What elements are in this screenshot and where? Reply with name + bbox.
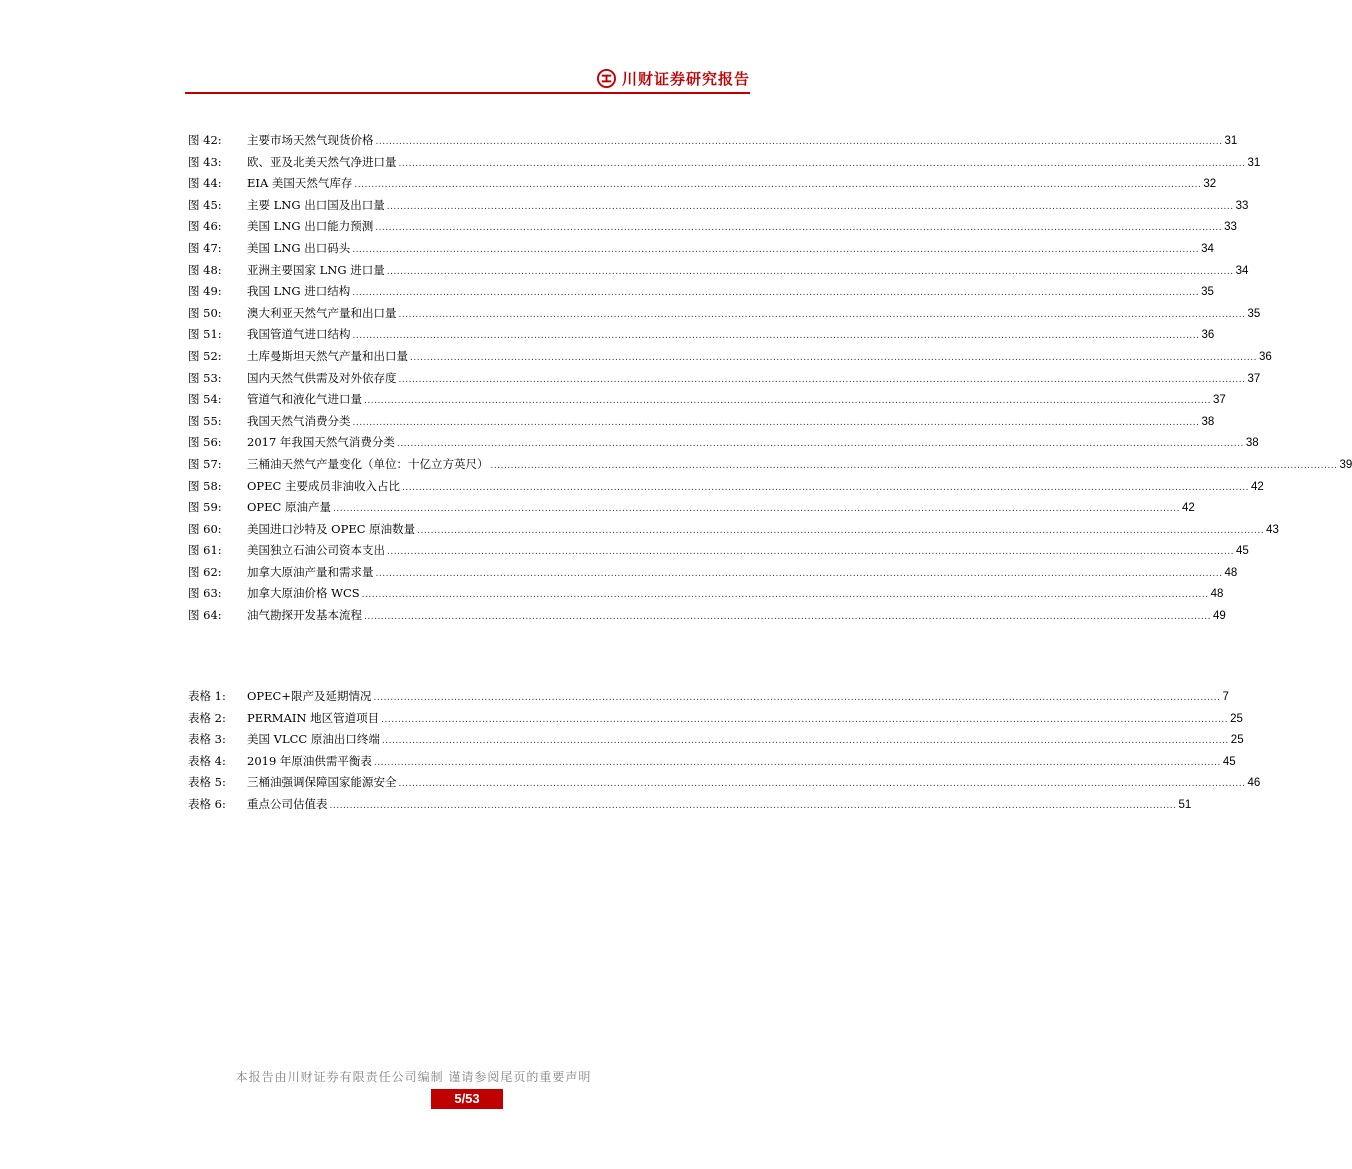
entry-title: 我国天然气消费分类 xyxy=(247,413,351,428)
dot-leader xyxy=(354,175,1201,197)
entry-page-number: 48 xyxy=(1224,566,1238,579)
dot-leader xyxy=(399,154,1246,176)
entry-label: 图 63: xyxy=(188,586,222,601)
entry-page-number: 25 xyxy=(1230,712,1243,725)
footer-disclaimer: 本报告由川财证券有限责任公司编制 谨请参阅尾页的重要声明 xyxy=(235,1070,592,1084)
entry-title: OPEC 主要成员非油收入占比 xyxy=(247,478,401,493)
toc-figure-entry[interactable] xyxy=(188,130,1238,152)
entry-label: 图 51: xyxy=(188,327,222,342)
entry-page-number: 25 xyxy=(1230,734,1244,747)
entry-page-number: 39 xyxy=(1339,458,1352,471)
entry-title: 三桶油强调保障国家能源安全 xyxy=(247,775,397,790)
entry-label: 图 46: xyxy=(188,219,222,234)
dot-leader xyxy=(352,240,1199,262)
entry-page-number: 51 xyxy=(1178,798,1192,811)
entry-page-number: 34 xyxy=(1235,264,1249,277)
brand-name: 川财证券研究报告 xyxy=(621,70,750,88)
entry-title: 重点公司估值表 xyxy=(247,796,328,811)
dot-leader xyxy=(387,262,1234,284)
entry-title: 2019 年原油供需平衡表 xyxy=(247,753,372,768)
entry-title: 油气勘探开发基本流程 xyxy=(247,608,362,623)
dot-leader xyxy=(333,499,1180,521)
toc-table-entry[interactable] xyxy=(188,772,1261,794)
entry-label: 图 59: xyxy=(188,500,222,515)
dot-leader xyxy=(387,542,1234,564)
dot-leader xyxy=(353,413,1200,435)
dot-leader xyxy=(381,710,1228,732)
entry-page-number: 42 xyxy=(1181,502,1195,515)
toc-table-entry[interactable] xyxy=(188,708,1243,730)
entry-label: 图 57: xyxy=(188,456,222,471)
entry-title: 国内天然气供需及对外依存度 xyxy=(247,370,397,385)
toc-table-entry[interactable] xyxy=(188,794,1192,816)
entry-label: 图 55: xyxy=(188,413,222,428)
entry-page-number: 35 xyxy=(1247,307,1261,320)
entry-page-number: 38 xyxy=(1245,437,1259,450)
entry-title: 土库曼斯坦天然气产量和出口量 xyxy=(247,348,408,363)
brand xyxy=(597,68,750,89)
entry-label: 图 48: xyxy=(188,262,222,277)
dot-leader xyxy=(364,391,1211,413)
dot-leader xyxy=(374,753,1221,775)
dot-leader xyxy=(376,132,1223,154)
entry-page-number: 45 xyxy=(1235,545,1249,558)
entry-label: 图 42: xyxy=(188,133,222,147)
entry-title: 管道气和液化气进口量 xyxy=(247,392,362,407)
dot-leader xyxy=(399,370,1246,392)
entry-label: 表格 4: xyxy=(188,753,226,768)
entry-label: 表格 1: xyxy=(188,689,226,703)
entry-page-number: 31 xyxy=(1247,156,1261,169)
toc-figure-entry[interactable] xyxy=(188,216,1237,238)
entry-page-number: 38 xyxy=(1201,415,1215,428)
entry-label: 图 44: xyxy=(188,176,222,191)
entry-page-number: 33 xyxy=(1235,199,1249,212)
dot-leader xyxy=(491,456,1338,478)
entry-title: PERMAIN 地区管道项目 xyxy=(247,710,380,725)
toc-figure-entry[interactable] xyxy=(188,476,1264,498)
entry-label: 表格 6: xyxy=(188,796,226,811)
toc-figure-entry[interactable] xyxy=(188,497,1195,519)
toc-figure-entry[interactable] xyxy=(188,562,1238,584)
entry-title: 美国 LNG 出口能力预测 xyxy=(247,219,374,234)
entry-page-number: 36 xyxy=(1258,350,1272,363)
dot-leader xyxy=(375,218,1222,240)
entry-title: 2017 年我国天然气消费分类 xyxy=(247,435,395,450)
dot-leader xyxy=(410,348,1257,370)
dot-leader xyxy=(417,521,1264,543)
entry-label: 表格 2: xyxy=(188,710,226,725)
dot-leader xyxy=(387,197,1234,219)
entry-title: 美国独立石油公司资本支出 xyxy=(247,543,385,558)
entry-title: 美国 LNG 出口码头 xyxy=(247,240,351,255)
toc-figure-entry[interactable] xyxy=(188,346,1272,368)
entry-label: 图 61: xyxy=(188,543,222,558)
dot-leader xyxy=(353,326,1200,348)
entry-title: 加拿大原油产量和需求量 xyxy=(247,564,374,579)
dot-leader xyxy=(399,305,1246,327)
toc-figure-entry[interactable] xyxy=(188,519,1279,541)
toc-figure-entry[interactable] xyxy=(188,411,1215,433)
toc-figure-entry[interactable] xyxy=(188,281,1214,303)
entry-label: 图 53: xyxy=(188,370,222,385)
entry-title: 美国进口沙特及 OPEC 原油数量 xyxy=(247,521,416,536)
dot-leader xyxy=(376,564,1223,586)
toc-figure-entry[interactable] xyxy=(188,152,1261,174)
dot-leader xyxy=(362,585,1209,607)
entry-page-number: 43 xyxy=(1266,523,1279,536)
toc-table-entry[interactable] xyxy=(188,729,1244,751)
dot-leader xyxy=(330,796,1177,818)
dot-leader xyxy=(374,688,1221,710)
entry-page-number: 48 xyxy=(1210,588,1224,601)
toc-figure-entry[interactable] xyxy=(188,173,1217,195)
entry-label: 图 56: xyxy=(188,435,222,450)
entry-title: 欧、亚及北美天然气净进口量 xyxy=(247,154,397,169)
entry-page-number: 37 xyxy=(1212,394,1226,407)
entry-title: 主要 LNG 出口国及出口量 xyxy=(247,197,385,212)
page-indicator: 5/53 xyxy=(431,1089,503,1109)
toc-figure-entry[interactable] xyxy=(188,303,1261,325)
entry-label: 表格 3: xyxy=(188,732,226,747)
entry-label: 图 64: xyxy=(188,608,222,623)
toc-figure-entry[interactable] xyxy=(188,605,1226,627)
entry-title: 主要市场天然气现货价格 xyxy=(247,133,374,147)
dot-leader xyxy=(397,434,1244,456)
entry-title: EIA 美国天然气库存 xyxy=(247,176,353,191)
entry-label: 图 58: xyxy=(188,478,222,493)
entry-title: OPEC+限产及延期情况 xyxy=(247,689,372,703)
entry-label: 图 54: xyxy=(188,392,222,407)
toc-figure-entry[interactable] xyxy=(188,238,1214,260)
figures-toc xyxy=(188,130,1352,627)
toc-figure-entry[interactable] xyxy=(188,195,1249,217)
entry-title: 加拿大原油价格 WCS xyxy=(247,586,360,601)
entry-label: 图 50: xyxy=(188,305,222,320)
entry-page-number: 34 xyxy=(1201,242,1214,255)
entry-page-number: 7 xyxy=(1222,691,1229,703)
toc-figure-entry[interactable] xyxy=(188,389,1226,411)
entry-label: 图 43: xyxy=(188,154,222,169)
toc-figure-entry[interactable] xyxy=(188,432,1259,454)
entry-title: 我国 LNG 进口结构 xyxy=(247,284,351,299)
entry-page-number: 35 xyxy=(1201,286,1214,299)
toc-figure-entry[interactable] xyxy=(188,583,1224,605)
entry-page-number: 45 xyxy=(1222,755,1236,768)
entry-page-number: 33 xyxy=(1224,221,1237,234)
toc-figure-entry[interactable] xyxy=(188,324,1215,346)
chuancai-logo-icon xyxy=(597,69,616,88)
entry-title: OPEC 原油产量 xyxy=(247,500,332,515)
entry-title: 亚洲主要国家 LNG 进口量 xyxy=(247,262,385,277)
dot-leader xyxy=(352,283,1199,305)
toc-figure-entry[interactable] xyxy=(188,368,1261,390)
entry-page-number: 46 xyxy=(1247,777,1261,790)
entry-title: 我国管道气进口结构 xyxy=(247,327,351,342)
dot-leader xyxy=(382,731,1229,753)
toc-figure-entry[interactable] xyxy=(188,260,1249,282)
entry-label: 表格 5: xyxy=(188,775,226,790)
entry-title: 美国 VLCC 原油出口终端 xyxy=(247,732,380,747)
entry-page-number: 31 xyxy=(1224,135,1238,147)
tables-toc xyxy=(188,686,1261,816)
entry-label: 图 45: xyxy=(188,197,222,212)
toc-table-entry[interactable] xyxy=(188,751,1236,773)
entry-title: 澳大利亚天然气产量和出口量 xyxy=(247,305,397,320)
entry-page-number: 49 xyxy=(1212,610,1226,623)
dot-leader xyxy=(402,478,1249,500)
page-header xyxy=(185,66,750,94)
entry-page-number: 32 xyxy=(1203,178,1217,191)
entry-label: 图 62: xyxy=(188,564,222,579)
toc-table-entry[interactable] xyxy=(188,686,1229,708)
dot-leader xyxy=(364,607,1211,629)
toc-figure-entry[interactable] xyxy=(188,540,1249,562)
entry-page-number: 36 xyxy=(1201,329,1215,342)
entry-page-number: 37 xyxy=(1247,372,1261,385)
entry-label: 图 52: xyxy=(188,348,222,363)
header-rule xyxy=(185,92,750,94)
dot-leader xyxy=(399,774,1246,796)
toc-figure-entry[interactable] xyxy=(188,454,1352,476)
entry-label: 图 47: xyxy=(188,240,222,255)
entry-page-number: 42 xyxy=(1250,480,1264,493)
entry-label: 图 60: xyxy=(188,521,222,536)
entry-title: 三桶油天然气产量变化（单位：十亿立方英尺） xyxy=(247,456,489,471)
entry-label: 图 49: xyxy=(188,284,222,299)
